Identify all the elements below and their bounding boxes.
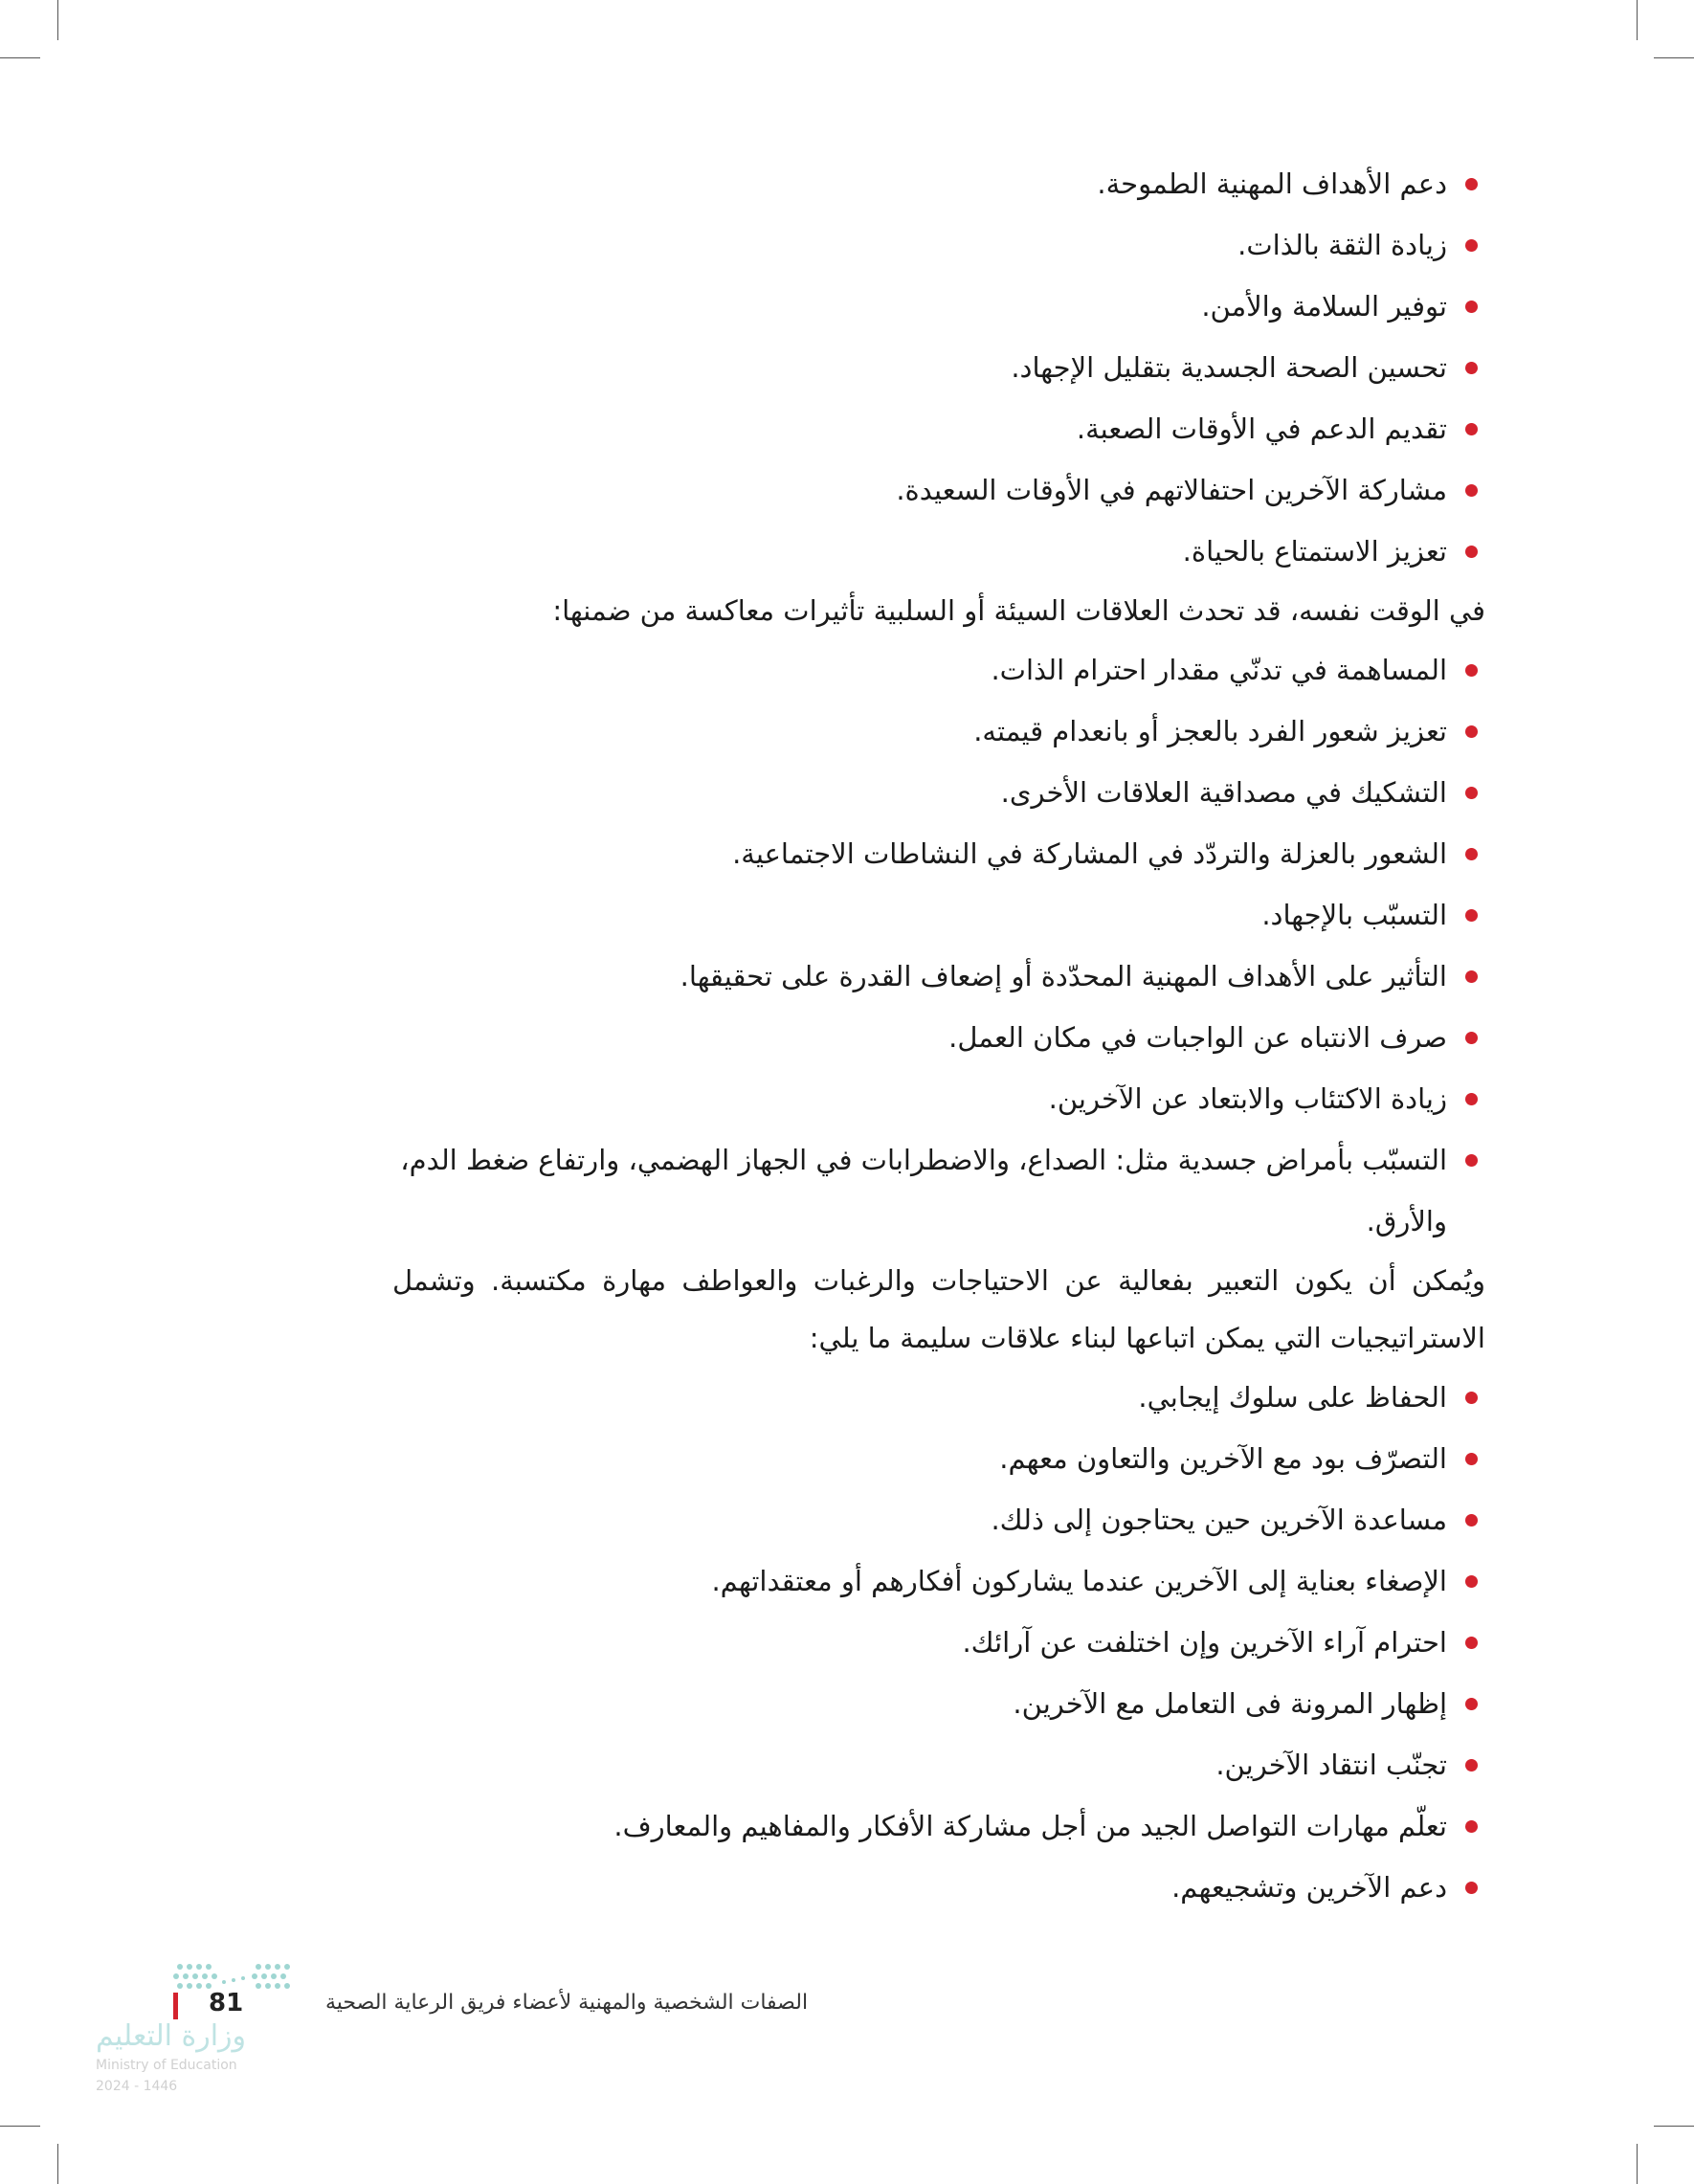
bullet-icon [1465, 1453, 1478, 1465]
bullet-icon [1465, 1759, 1478, 1772]
bullet-icon [1465, 178, 1478, 190]
list-item: توفير السلامة والأمن. [392, 276, 1485, 337]
bullet-icon [1465, 1882, 1478, 1894]
list-item: التسبّب بالإجهاد. [392, 884, 1485, 946]
bullet-icon [1465, 1637, 1478, 1649]
bullet-icon [1465, 664, 1478, 677]
bullet-icon [1465, 848, 1478, 860]
page-number-bar [173, 1993, 178, 2019]
list-item: التأثير على الأهداف المهنية المحدّدة أو إضعاف القدرة على تحقيقها. [392, 946, 1485, 1007]
list-item: الحفاظ على سلوك إيجابي. [392, 1367, 1485, 1428]
bullet-icon [1465, 423, 1478, 435]
bullet-icon [1465, 1392, 1478, 1404]
bullet-icon [1465, 1575, 1478, 1588]
ministry-name-arabic: وزارة التعليم [96, 2019, 247, 2053]
list-item: تحسين الصحة الجسدية بتقليل الإجهاد. [392, 337, 1485, 398]
bullet-icon [1465, 970, 1478, 983]
crop-mark [1637, 0, 1638, 40]
list-item: تعلّم مهارات التواصل الجيد من أجل مشاركة الأفكار والمفاهيم والمعارف. [392, 1795, 1485, 1857]
list-item: التشكيك في مصداقية العلاقات الأخرى. [392, 762, 1485, 823]
bullet-icon [1465, 1154, 1478, 1167]
list-item: تقديم الدعم في الأوقات الصعبة. [392, 398, 1485, 459]
bullet-icon [1465, 1820, 1478, 1833]
bullet-icon [1465, 1093, 1478, 1105]
list-item: الشعور بالعزلة والتردّد في المشاركة في النشاطات الاجتماعية. [392, 823, 1485, 884]
bullet-icon [1465, 725, 1478, 738]
list-item: زيادة الاكتئاب والابتعاد عن الآخرين. [392, 1068, 1485, 1129]
footer-title: الصفات الشخصية والمهنية لأعضاء فريق الرعاية الصحية [325, 1991, 809, 2015]
list-item: دعم الأهداف المهنية الطموحة. [392, 153, 1485, 214]
page-number: 81 [209, 1989, 244, 2017]
intro-paragraph: في الوقت نفسه، قد تحدث العلاقات السيئة أو السلبية تأثيرات معاكسة من ضمنها: [552, 594, 1485, 627]
list-item: احترام آراء الآخرين وإن اختلفت عن آرائك. [392, 1612, 1485, 1673]
list-item: دعم الآخرين وتشجيعهم. [392, 1857, 1485, 1918]
negative-effects-list [392, 639, 1485, 1252]
crop-mark [57, 2144, 58, 2184]
list-item: مشاركة الآخرين احتفالاتهم في الأوقات السعيدة. [392, 459, 1485, 521]
crop-mark [1637, 2144, 1638, 2184]
strategies-list [392, 1367, 1485, 1918]
list-item: المساهمة في تدنّي مقدار احترام الذات. [392, 639, 1485, 701]
crop-mark [1654, 2126, 1694, 2127]
list-item: إظهار المرونة فى التعامل مع الآخرين. [392, 1673, 1485, 1734]
list-item: تعزيز شعور الفرد بالعجز أو بانعدام قيمته. [392, 701, 1485, 762]
crop-mark [0, 2126, 40, 2127]
list-item: تجنّب انتقاد الآخرين. [392, 1734, 1485, 1795]
bullet-icon [1465, 1032, 1478, 1044]
bullet-icon [1465, 909, 1478, 922]
bullet-icon [1465, 1698, 1478, 1710]
page-content [392, 153, 1485, 1918]
list-item: زيادة الثقة بالذات. [392, 214, 1485, 276]
list-item: الإصغاء بعناية إلى الآخرين عندما يشاركون أفكارهم أو معتقداتهم. [392, 1550, 1485, 1612]
list-item: تعزيز الاستمتاع بالحياة. [392, 521, 1485, 582]
bullet-icon [1465, 239, 1478, 252]
crop-mark [57, 0, 58, 40]
ministry-name-english: Ministry of Education [96, 2058, 237, 2073]
list-item: صرف الانتباه عن الواجبات في مكان العمل. [392, 1007, 1485, 1068]
crop-mark [0, 57, 40, 58]
bullet-icon [1465, 301, 1478, 313]
bullet-icon [1465, 484, 1478, 497]
bullet-icon [1465, 546, 1478, 558]
bullet-icon [1465, 1514, 1478, 1527]
list-item: مساعدة الآخرين حين يحتاجون إلى ذلك. [392, 1489, 1485, 1550]
list-item: التسبّب بأمراض جسدية مثل: الصداع، والاضطرابات في الجهاز الهضمي، وارتفاع ضغط الدم، والأرق. [392, 1129, 1485, 1252]
bullet-icon [1465, 362, 1478, 374]
list-item: التصرّف بود مع الآخرين والتعاون معهم. [392, 1428, 1485, 1489]
benefits-list [392, 153, 1485, 582]
bullet-icon [1465, 787, 1478, 799]
crop-mark [1654, 57, 1694, 58]
ministry-year: 2024 - 1446 [96, 2079, 178, 2094]
strategies-paragraph: ويُمكن أن يكون التعبير بفعالية عن الاحتياجات والرغبات والعواطف مهارة مكتسبة. وتشمل الاستراتيجيات التي يمكن اتباعها لبناء علاقات سليمة ما يلي: [392, 1264, 1485, 1354]
